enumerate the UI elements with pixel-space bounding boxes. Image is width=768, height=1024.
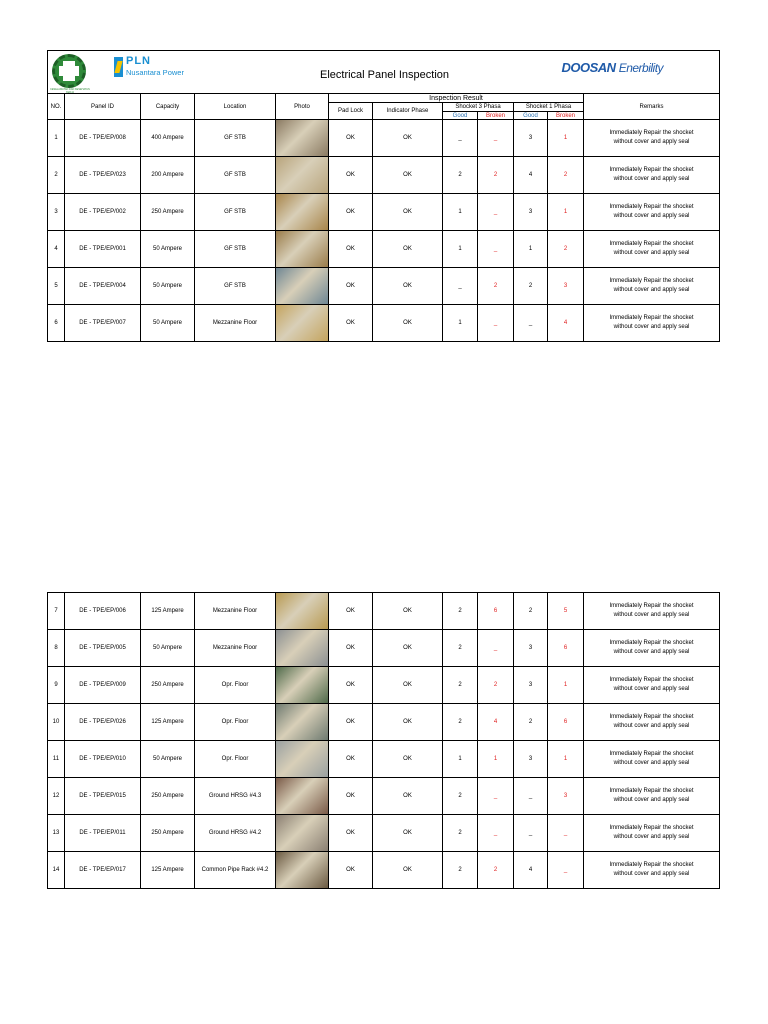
cell-photo — [276, 704, 329, 741]
cell-capacity: 250 Ampere — [141, 815, 195, 852]
cell-s3-broken: _ — [478, 815, 514, 852]
table-row — [48, 667, 720, 704]
col-header-inspection-result: Inspection Result — [329, 94, 584, 103]
remark-line-1: Immediately Repair the shocket — [609, 241, 694, 247]
cell-s1-good: 3 — [514, 630, 548, 667]
panel-photo-image — [276, 593, 328, 629]
cell-panel-id: DE - TPE/EP/002 — [65, 194, 141, 231]
cell-pad-lock: OK — [329, 667, 373, 704]
cell-panel-id: DE - TPE/EP/010 — [65, 741, 141, 778]
cell-s1-broken: 6 — [548, 630, 584, 667]
cell-location: Ground HRSG #4.3 — [195, 778, 276, 815]
cell-location: Opr. Floor — [195, 741, 276, 778]
cell-s3-good: 2 — [443, 157, 478, 194]
cell-capacity: 125 Ampere — [141, 593, 195, 630]
table-row — [48, 593, 720, 630]
cell-pad-lock: OK — [329, 852, 373, 889]
panel-photo-image — [276, 120, 328, 156]
cell-capacity: 125 Ampere — [141, 852, 195, 889]
table-row — [48, 231, 720, 268]
remark-line-2: without cover and apply seal — [613, 287, 690, 293]
cell-capacity: 250 Ampere — [141, 667, 195, 704]
cell-s1-good: 2 — [514, 268, 548, 305]
cell-no: 12 — [48, 778, 65, 815]
cell-indicator-phase: OK — [373, 268, 443, 305]
cell-remarks — [584, 120, 720, 157]
col-header-pad-lock: Pad Lock — [329, 103, 373, 120]
cell-panel-id: DE - TPE/EP/005 — [65, 630, 141, 667]
table-row — [48, 305, 720, 342]
panel-photo-image — [276, 157, 328, 193]
panel-photo-image — [276, 630, 328, 666]
cell-s3-good: 2 — [443, 704, 478, 741]
cell-panel-id: DE - TPE/EP/017 — [65, 852, 141, 889]
rows-page-1 — [48, 120, 720, 342]
cell-indicator-phase: OK — [373, 231, 443, 268]
cell-s3-broken: 1 — [478, 741, 514, 778]
page-title: Electrical Panel Inspection — [320, 69, 450, 81]
header-band — [48, 51, 720, 94]
cell-photo — [276, 852, 329, 889]
remark-line-2: without cover and apply seal — [613, 797, 690, 803]
cell-s3-broken: _ — [478, 778, 514, 815]
remark-line-1: Immediately Repair the shocket — [609, 167, 694, 173]
col-header-photo: Photo — [276, 94, 329, 120]
cell-s1-good: 3 — [514, 741, 548, 778]
cell-pad-lock: OK — [329, 305, 373, 342]
pln-bolt-icon — [114, 57, 123, 77]
cell-photo — [276, 268, 329, 305]
cell-location: Ground HRSG #4.2 — [195, 815, 276, 852]
col-header-s3-broken: Broken — [478, 112, 514, 120]
cell-s1-good: 4 — [514, 157, 548, 194]
remark-line-2: without cover and apply seal — [613, 834, 690, 840]
cell-location: GF STB — [195, 120, 276, 157]
cell-s1-good: 2 — [514, 593, 548, 630]
cell-photo — [276, 630, 329, 667]
cell-remarks — [584, 741, 720, 778]
cell-indicator-phase: OK — [373, 815, 443, 852]
cell-indicator-phase: OK — [373, 741, 443, 778]
cell-s3-broken: 6 — [478, 593, 514, 630]
table-row — [48, 630, 720, 667]
cell-photo — [276, 667, 329, 704]
cell-panel-id: DE - TPE/EP/006 — [65, 593, 141, 630]
remark-line-2: without cover and apply seal — [613, 324, 690, 330]
cell-s1-broken: 1 — [548, 194, 584, 231]
table-row — [48, 778, 720, 815]
cell-s3-broken: _ — [478, 194, 514, 231]
cell-s3-broken: 2 — [478, 852, 514, 889]
doosan-logo-sub: Enerbility — [618, 61, 664, 75]
cell-indicator-phase: OK — [373, 778, 443, 815]
table-row — [48, 704, 720, 741]
cell-panel-id: DE - TPE/EP/001 — [65, 231, 141, 268]
remark-line-2: without cover and apply seal — [613, 871, 690, 877]
cell-no: 2 — [48, 157, 65, 194]
cell-capacity: 250 Ampere — [141, 194, 195, 231]
panel-photo-image — [276, 305, 328, 341]
cell-s1-broken: 1 — [548, 667, 584, 704]
cell-capacity: 50 Ampere — [141, 305, 195, 342]
cell-location: GF STB — [195, 157, 276, 194]
cell-s1-broken: _ — [548, 815, 584, 852]
cell-capacity: 125 Ampere — [141, 704, 195, 741]
safety-logo-caption: KESELAMATAN DAN KESEHATAN KERJA — [50, 88, 90, 94]
col-header-s3-good: Good — [443, 112, 478, 120]
cell-pad-lock: OK — [329, 120, 373, 157]
table-row — [48, 157, 720, 194]
col-header-shocket-3: Shocket 3 Phasa — [443, 103, 514, 112]
cell-s1-good: _ — [514, 778, 548, 815]
cell-s1-good: 1 — [514, 231, 548, 268]
col-header-panel-id: Panel ID — [65, 94, 141, 120]
cell-location: Mezzanine Floor — [195, 630, 276, 667]
cell-remarks — [584, 630, 720, 667]
cell-capacity: 250 Ampere — [141, 778, 195, 815]
table-row — [48, 268, 720, 305]
table-row — [48, 815, 720, 852]
cell-s1-good: 4 — [514, 852, 548, 889]
cell-s1-broken: 4 — [548, 305, 584, 342]
remark-line-2: without cover and apply seal — [613, 176, 690, 182]
cell-remarks — [584, 194, 720, 231]
panel-photo-image — [276, 778, 328, 814]
cell-no: 10 — [48, 704, 65, 741]
remark-line-2: without cover and apply seal — [613, 760, 690, 766]
doosan-logo-name: DOOSAN — [561, 60, 616, 75]
panel-photo-image — [276, 741, 328, 777]
cell-panel-id: DE - TPE/EP/015 — [65, 778, 141, 815]
cell-remarks — [584, 852, 720, 889]
panel-photo-image — [276, 815, 328, 851]
cell-location: GF STB — [195, 231, 276, 268]
cell-remarks — [584, 231, 720, 268]
cell-pad-lock: OK — [329, 704, 373, 741]
cell-s1-broken: 3 — [548, 778, 584, 815]
remark-line-2: without cover and apply seal — [613, 686, 690, 692]
cell-location: Common Pipe Rack #4.2 — [195, 852, 276, 889]
cell-s3-good: 2 — [443, 630, 478, 667]
col-header-capacity: Capacity — [141, 94, 195, 120]
cell-remarks — [584, 305, 720, 342]
cell-s1-broken: 6 — [548, 704, 584, 741]
remark-line-1: Immediately Repair the shocket — [609, 677, 694, 683]
cell-photo — [276, 815, 329, 852]
cell-no: 1 — [48, 120, 65, 157]
cell-photo — [276, 157, 329, 194]
doosan-logo — [562, 60, 664, 75]
cell-no: 4 — [48, 231, 65, 268]
cell-location: Opr. Floor — [195, 704, 276, 741]
cell-s3-good: 1 — [443, 231, 478, 268]
col-header-shocket-1: Shocket 1 Phasa — [514, 103, 584, 112]
cell-no: 9 — [48, 667, 65, 704]
cell-pad-lock: OK — [329, 231, 373, 268]
cell-capacity: 400 Ampere — [141, 120, 195, 157]
remark-line-1: Immediately Repair the shocket — [609, 130, 694, 136]
cell-capacity: 50 Ampere — [141, 268, 195, 305]
cell-s1-broken: 1 — [548, 741, 584, 778]
remark-line-1: Immediately Repair the shocket — [609, 640, 694, 646]
cell-panel-id: DE - TPE/EP/011 — [65, 815, 141, 852]
cell-remarks — [584, 157, 720, 194]
remark-line-1: Immediately Repair the shocket — [609, 862, 694, 868]
cell-s3-broken: _ — [478, 630, 514, 667]
cell-no: 5 — [48, 268, 65, 305]
cell-s3-broken: _ — [478, 305, 514, 342]
cell-s1-good: 3 — [514, 120, 548, 157]
cell-no: 7 — [48, 593, 65, 630]
col-header-s1-broken: Broken — [548, 112, 584, 120]
cell-s3-good: 1 — [443, 741, 478, 778]
cell-indicator-phase: OK — [373, 667, 443, 704]
remark-line-1: Immediately Repair the shocket — [609, 278, 694, 284]
cell-no: 14 — [48, 852, 65, 889]
cell-panel-id: DE - TPE/EP/004 — [65, 268, 141, 305]
cell-photo — [276, 194, 329, 231]
cell-s3-good: 2 — [443, 593, 478, 630]
panel-photo-image — [276, 231, 328, 267]
cell-remarks — [584, 704, 720, 741]
panel-photo-image — [276, 852, 328, 888]
cell-capacity: 50 Ampere — [141, 231, 195, 268]
cell-s3-good: 2 — [443, 667, 478, 704]
cell-photo — [276, 231, 329, 268]
inspection-table-page-2 — [47, 592, 720, 889]
cell-s1-broken: 1 — [548, 120, 584, 157]
remark-line-2: without cover and apply seal — [613, 612, 690, 618]
cell-s3-broken: _ — [478, 120, 514, 157]
col-header-no: NO. — [48, 94, 65, 120]
cell-indicator-phase: OK — [373, 593, 443, 630]
cell-capacity: 50 Ampere — [141, 741, 195, 778]
cell-photo — [276, 778, 329, 815]
cell-capacity: 200 Ampere — [141, 157, 195, 194]
cell-s1-broken: 2 — [548, 157, 584, 194]
remark-line-1: Immediately Repair the shocket — [609, 751, 694, 757]
table-row — [48, 120, 720, 157]
cell-indicator-phase: OK — [373, 305, 443, 342]
col-header-s1-good: Good — [514, 112, 548, 120]
cell-no: 11 — [48, 741, 65, 778]
cell-indicator-phase: OK — [373, 704, 443, 741]
table-row — [48, 741, 720, 778]
cell-pad-lock: OK — [329, 815, 373, 852]
remark-line-1: Immediately Repair the shocket — [609, 825, 694, 831]
cell-photo — [276, 593, 329, 630]
panel-photo-image — [276, 268, 328, 304]
remark-line-2: without cover and apply seal — [613, 723, 690, 729]
cell-photo — [276, 305, 329, 342]
cell-s3-good: 1 — [443, 194, 478, 231]
rows-page-2 — [48, 593, 720, 889]
col-header-remarks: Remarks — [584, 94, 720, 120]
cell-indicator-phase: OK — [373, 630, 443, 667]
table-row — [48, 852, 720, 889]
remark-line-1: Immediately Repair the shocket — [609, 714, 694, 720]
col-header-location: Location — [195, 94, 276, 120]
cell-s1-good: _ — [514, 815, 548, 852]
cell-s3-broken: 4 — [478, 704, 514, 741]
cell-pad-lock: OK — [329, 268, 373, 305]
cell-pad-lock: OK — [329, 593, 373, 630]
cell-remarks — [584, 815, 720, 852]
cell-pad-lock: OK — [329, 157, 373, 194]
panel-photo-image — [276, 704, 328, 740]
cell-location: Mezzanine Floor — [195, 305, 276, 342]
cell-indicator-phase: OK — [373, 157, 443, 194]
cell-remarks — [584, 593, 720, 630]
cell-indicator-phase: OK — [373, 852, 443, 889]
cell-s1-good: _ — [514, 305, 548, 342]
cell-photo — [276, 741, 329, 778]
table-row — [48, 194, 720, 231]
cell-remarks — [584, 667, 720, 704]
cell-s3-broken: 2 — [478, 157, 514, 194]
cell-location: Opr. Floor — [195, 667, 276, 704]
panel-photo-image — [276, 194, 328, 230]
cell-panel-id: DE - TPE/EP/007 — [65, 305, 141, 342]
cell-capacity: 50 Ampere — [141, 630, 195, 667]
remark-line-2: without cover and apply seal — [613, 213, 690, 219]
cell-s3-good: 2 — [443, 852, 478, 889]
cell-pad-lock: OK — [329, 194, 373, 231]
cell-no: 6 — [48, 305, 65, 342]
cell-indicator-phase: OK — [373, 194, 443, 231]
cell-s1-good: 3 — [514, 667, 548, 704]
cell-s1-good: 3 — [514, 194, 548, 231]
cell-location: GF STB — [195, 194, 276, 231]
cell-s1-good: 2 — [514, 704, 548, 741]
remark-line-1: Immediately Repair the shocket — [609, 315, 694, 321]
remark-line-1: Immediately Repair the shocket — [609, 788, 694, 794]
cell-remarks — [584, 778, 720, 815]
cell-s3-good: _ — [443, 268, 478, 305]
remark-line-2: without cover and apply seal — [613, 649, 690, 655]
cell-remarks — [584, 268, 720, 305]
cell-s1-broken: _ — [548, 852, 584, 889]
cell-panel-id: DE - TPE/EP/023 — [65, 157, 141, 194]
col-header-indicator-phase: Indicator Phase — [373, 103, 443, 120]
cell-no: 3 — [48, 194, 65, 231]
cell-s3-broken: _ — [478, 231, 514, 268]
cell-s1-broken: 5 — [548, 593, 584, 630]
cell-pad-lock: OK — [329, 778, 373, 815]
cell-s1-broken: 3 — [548, 268, 584, 305]
cell-photo — [276, 120, 329, 157]
cell-indicator-phase: OK — [373, 120, 443, 157]
cell-location: GF STB — [195, 268, 276, 305]
remark-line-2: without cover and apply seal — [613, 139, 690, 145]
cell-s3-broken: 2 — [478, 667, 514, 704]
cell-no: 13 — [48, 815, 65, 852]
cell-panel-id: DE - TPE/EP/009 — [65, 667, 141, 704]
cell-panel-id: DE - TPE/EP/008 — [65, 120, 141, 157]
remark-line-1: Immediately Repair the shocket — [609, 204, 694, 210]
cell-s1-broken: 2 — [548, 231, 584, 268]
cell-location: Mezzanine Floor — [195, 593, 276, 630]
remark-line-2: without cover and apply seal — [613, 250, 690, 256]
cell-pad-lock: OK — [329, 741, 373, 778]
cell-s3-good: 2 — [443, 815, 478, 852]
panel-photo-image — [276, 667, 328, 703]
inspection-table-page-1 — [47, 50, 720, 342]
pln-logo-text: PLN — [126, 55, 151, 67]
cell-pad-lock: OK — [329, 630, 373, 667]
safety-gear-logo — [52, 54, 86, 88]
cell-s3-broken: 2 — [478, 268, 514, 305]
remark-line-1: Immediately Repair the shocket — [609, 603, 694, 609]
pln-logo-subtext: Nusantara Power — [126, 68, 184, 77]
cell-s3-good: 1 — [443, 305, 478, 342]
cell-s3-good: _ — [443, 120, 478, 157]
cell-s3-good: 2 — [443, 778, 478, 815]
cell-panel-id: DE - TPE/EP/026 — [65, 704, 141, 741]
cell-no: 8 — [48, 630, 65, 667]
